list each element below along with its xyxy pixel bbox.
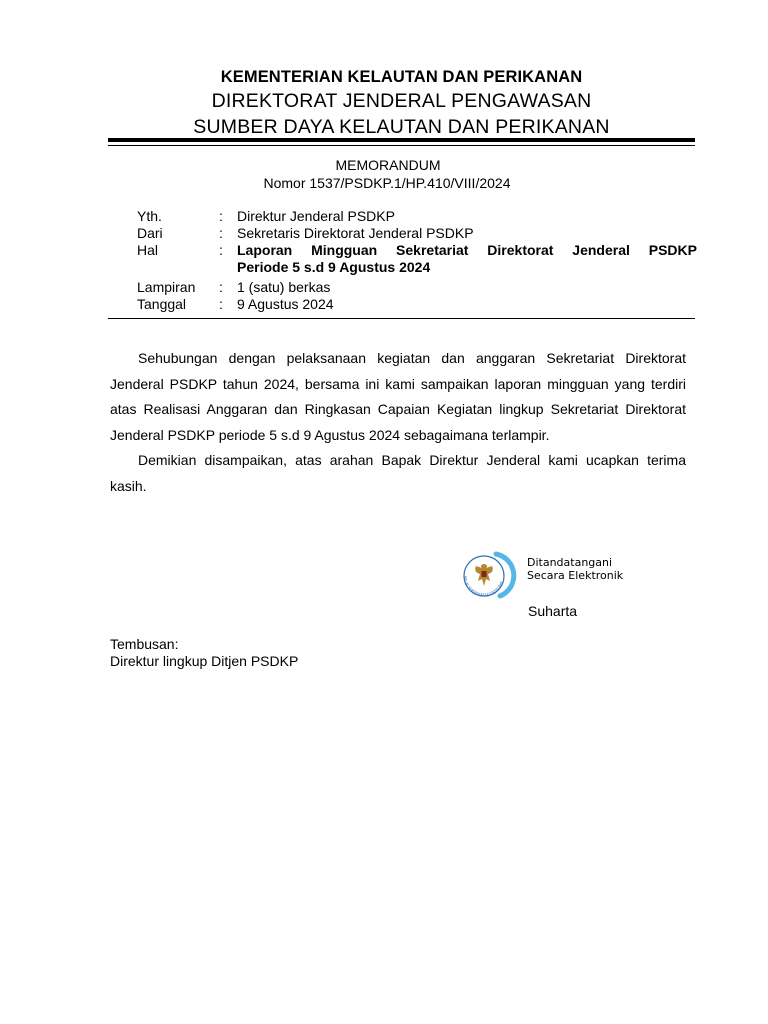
- seal-text: BALAI SERTIFIKASI ELEKTRONIK: [462, 575, 505, 598]
- letterhead: [108, 66, 695, 140]
- directorate-name-line1: DIREKTORAT JENDERAL PENGAWASAN: [211, 90, 592, 112]
- esign-line1: Ditandatangani: [527, 556, 613, 569]
- memo-number: Nomor 1537/PSDKP.1/HP.410/VIII/2024: [263, 175, 511, 191]
- colon: :: [219, 242, 223, 258]
- colon: :: [219, 208, 223, 224]
- electronic-signature-seal-icon: [456, 548, 518, 604]
- carbon-copy: [110, 636, 298, 670]
- memo-body: [110, 346, 686, 499]
- subject-line1: Laporan Mingguan Sekretariat Direktorat Jenderal PSDKP: [237, 242, 697, 258]
- cc-label: Tembusan:: [110, 636, 179, 652]
- ministry-name: KEMENTERIAN KELAUTAN DAN PERIKANAN: [220, 68, 583, 86]
- letterhead-divider-thin: [108, 145, 695, 146]
- colon: :: [219, 225, 223, 241]
- esign-line2: Secara Elektronik: [527, 569, 624, 582]
- memo-meta-block: [137, 208, 697, 313]
- meta-row-to: [137, 208, 697, 225]
- date-value: 9 Agustus 2024: [237, 296, 334, 312]
- meta-row-from: [137, 225, 697, 242]
- meta-row-date: [137, 296, 697, 313]
- to-value: Direktur Jenderal PSDKP: [237, 208, 395, 224]
- subject-label: Hal: [137, 242, 159, 258]
- meta-divider: [108, 318, 695, 319]
- signer-name: Suharta: [528, 603, 578, 619]
- meta-row-subject: [137, 242, 697, 276]
- body-paragraph: Demikian disampaikan, atas arahan Bapak Direktur Jenderal kami ucapkan terima kasih.: [110, 452, 686, 494]
- garuda-emblem-icon: [475, 564, 493, 586]
- to-label: Yth.: [137, 208, 162, 224]
- cc-recipient: Direktur lingkup Ditjen PSDKP: [110, 653, 299, 669]
- subject-line2: Periode 5 s.d 9 Agustus 2024: [237, 259, 431, 275]
- from-value: Sekretaris Direktorat Jenderal PSDKP: [237, 225, 474, 241]
- memo-title: MEMORANDUM: [335, 157, 441, 173]
- date-label: Tanggal: [137, 296, 187, 312]
- body-paragraph: Sehubungan dengan pelaksanaan kegiatan dan anggaran Sekretariat Direktorat Jenderal PSDKP tahun 2024, bersama ini kami sampaikan laporan mingguan yang terdiri atas Realisasi Anggaran dan Ringkasan Capaian Kegiatan lingkup Sekretariat Direktorat Jenderal PSDKP periode 5 s.d 9 Agustus 2024 sebagaimana terlampir.: [110, 350, 686, 443]
- from-label: Dari: [137, 225, 163, 241]
- attachment-label: Lampiran: [137, 279, 196, 295]
- colon: :: [219, 279, 223, 295]
- colon: :: [219, 296, 223, 312]
- meta-row-attachment: [137, 279, 697, 296]
- electronic-signature-label: [527, 556, 623, 582]
- attachment-value: 1 (satu) berkas: [237, 279, 331, 295]
- directorate-name-line2: SUMBER DAYA KELAUTAN DAN PERIKANAN: [193, 116, 610, 138]
- letterhead-divider-thick: [108, 138, 695, 142]
